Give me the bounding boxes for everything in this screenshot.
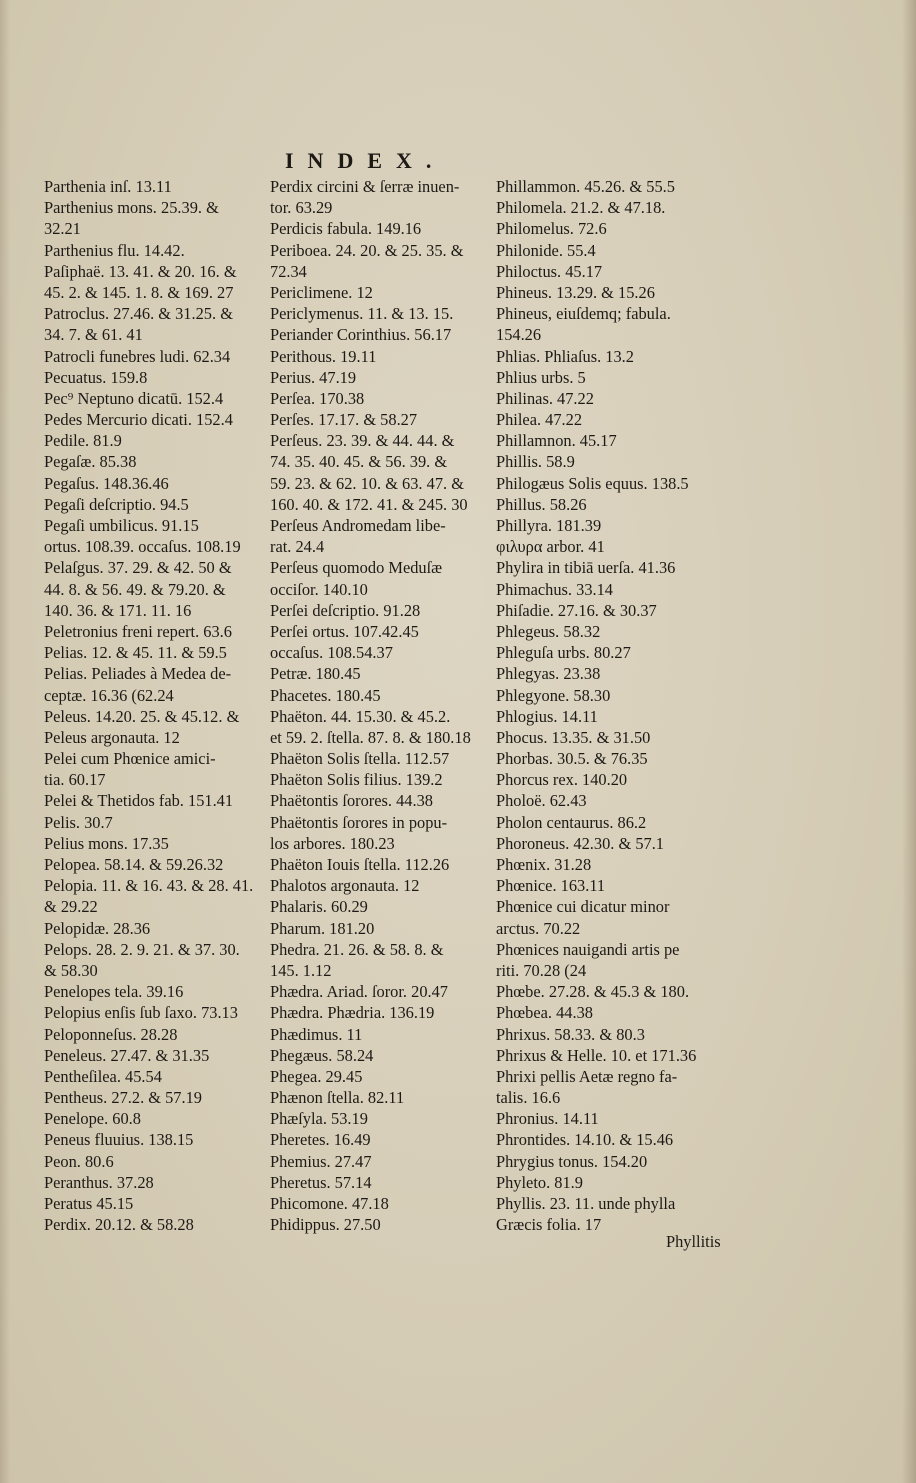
index-entry: Phæſyla. 53.19 bbox=[270, 1109, 368, 1129]
page-header: INDEX. bbox=[285, 148, 446, 173]
index-entry: Phaëtontis ſorores in popu- bbox=[270, 812, 448, 832]
index-entry: Phyllis. 23. 11. unde phylla bbox=[496, 1194, 676, 1213]
index-entry: Pharum. 181.20 bbox=[270, 918, 375, 938]
page-edge-shadow-left bbox=[0, 0, 10, 1483]
index-entry: & 58.30 bbox=[44, 960, 98, 980]
index-entry: Perſea. 170.38 bbox=[270, 388, 365, 408]
index-entry: Pec⁹ Neptuno dicatū. 152.4 bbox=[44, 388, 224, 408]
index-entry: Phacetes. 180.45 bbox=[270, 685, 381, 705]
index-entry: Phlegeus. 58.32 bbox=[496, 621, 601, 641]
index-entry: Penelope. 60.8 bbox=[44, 1109, 141, 1129]
index-entry: Pelopius enſis ſub ſaxo. 73.13 bbox=[44, 1003, 238, 1023]
index-column-1 bbox=[44, 176, 262, 1235]
index-entry: ortus. 108.39. occaſus. 108.19 bbox=[44, 537, 241, 557]
index-entry: Phænon ſtella. 82.11 bbox=[270, 1088, 405, 1108]
index-entry: Phyleto. 81.9 bbox=[496, 1172, 583, 1192]
index-entry: Phaëtontis ſorores. 44.38 bbox=[270, 791, 433, 811]
index-entry: Petræ. 180.45 bbox=[270, 664, 361, 684]
index-entry: Peneus fluuius. 138.15 bbox=[44, 1130, 194, 1150]
index-entry: Perius. 47.19 bbox=[270, 367, 357, 387]
index-entry: Phineus, eiuſdemq; fabula. bbox=[496, 304, 671, 324]
index-entry: Phronius. 14.11 bbox=[496, 1109, 599, 1129]
index-entry: Paſiphaë. 13. 41. & 20. 16. & bbox=[44, 261, 237, 281]
index-entry: occaſus. 108.54.37 bbox=[270, 643, 393, 663]
index-entry: ceptæ. 16.36 (62.24 bbox=[44, 685, 174, 705]
index-entry: Pentheſilea. 45.54 bbox=[44, 1066, 162, 1086]
index-entry: Phrontides. 14.10. & 15.46 bbox=[496, 1130, 674, 1150]
index-entry: Phillyra. 181.39 bbox=[496, 516, 602, 535]
index-entry: Peleus. 14.20. 25. & 45.12. & bbox=[44, 706, 240, 726]
index-entry: Phaëton. 44. 15.30. & 45.2. bbox=[270, 706, 451, 726]
index-entry: Phleguſa urbs. 80.27 bbox=[496, 643, 631, 663]
index-entry: et 59. 2. ſtella. 87. 8. & 180.18 bbox=[270, 727, 471, 747]
index-entry: rat. 24.4 bbox=[270, 537, 325, 557]
index-entry: arctus. 70.22 bbox=[496, 918, 581, 938]
index-entry: tia. 60.17 bbox=[44, 770, 106, 790]
index-entry: Pelopia. 11. & 16. 43. & 28. 41. bbox=[44, 876, 254, 896]
index-entry: Pholon centaurus. 86.2 bbox=[496, 812, 647, 832]
index-entry: talis. 16.6 bbox=[496, 1088, 561, 1108]
index-entry: Peon. 80.6 bbox=[44, 1151, 114, 1171]
index-entry: Phædra. Ariad. ſoror. 20.47 bbox=[270, 982, 449, 1002]
index-entry: los arbores. 180.23 bbox=[270, 833, 395, 853]
index-entry: Græcis folia. 17 bbox=[496, 1215, 602, 1235]
index-entry: Phœbea. 44.38 bbox=[496, 1003, 593, 1023]
index-column-3 bbox=[496, 176, 734, 1235]
index-entry: Phidippus. 27.50 bbox=[270, 1215, 381, 1235]
index-entry: Phoroneus. 42.30. & 57.1 bbox=[496, 833, 665, 853]
index-entry: Philoctus. 45.17 bbox=[496, 261, 603, 281]
index-entry: Periclymenus. 11. & 13. 15. bbox=[270, 304, 454, 324]
index-entry: riti. 70.28 (24 bbox=[496, 960, 587, 980]
index-entry: Phimachus. 33.14 bbox=[496, 579, 614, 599]
index-entry: 140. 36. & 171. 11. 16 bbox=[44, 600, 192, 620]
index-entry: Pegaſus. 148.36.46 bbox=[44, 473, 169, 493]
index-entry: Phineus. 13.29. & 15.26 bbox=[496, 282, 655, 302]
index-entry: φιλυρα arbor. 41 bbox=[496, 537, 605, 557]
index-entry: Phiſadie. 27.16. & 30.37 bbox=[496, 600, 657, 620]
index-entry: Pheretus. 57.14 bbox=[270, 1172, 372, 1192]
index-entry: Phlegyas. 23.38 bbox=[496, 664, 601, 684]
index-entry: Peloponneſus. 28.28 bbox=[44, 1024, 178, 1044]
index-entry: Pedile. 81.9 bbox=[44, 431, 122, 451]
index-entry: Pelopidæ. 28.36 bbox=[44, 918, 151, 938]
index-entry: Phlias. Phliaſus. 13.2 bbox=[496, 346, 634, 366]
index-entry: Phaëton Solis filius. 139.2 bbox=[270, 770, 443, 790]
index-entry: Philomelus. 72.6 bbox=[496, 219, 607, 239]
index-entry: Phaëton Iouis ſtella. 112.26 bbox=[270, 855, 450, 874]
index-entry: Pegaſi umbilicus. 91.15 bbox=[44, 516, 199, 535]
index-entry: Periboea. 24. 20. & 25. 35. & bbox=[270, 240, 464, 260]
index-entry: Parthenia inſ. 13.11 bbox=[44, 177, 172, 196]
index-entry: Phlegyone. 58.30 bbox=[496, 685, 611, 705]
index-entry: Perſes. 17.17. & 58.27 bbox=[270, 410, 418, 430]
index-entry: 145. 1.12 bbox=[270, 960, 332, 980]
index-entry: Perdix circini & ſerræ inuen- bbox=[270, 177, 460, 196]
index-entry: Phegea. 29.45 bbox=[270, 1066, 363, 1086]
index-entry: Periclimene. 12 bbox=[270, 282, 373, 302]
index-entry: Phrygius tonus. 154.20 bbox=[496, 1151, 648, 1171]
index-entry: Phrixus & Helle. 10. et 171.36 bbox=[496, 1045, 697, 1065]
index-entry: Perithous. 19.11 bbox=[270, 346, 377, 366]
index-entry: occiſor. 140.10 bbox=[270, 579, 368, 599]
index-entry: Phœnices nauigandi artis pe bbox=[496, 939, 680, 959]
index-entry: Perſeus Andromedam libe- bbox=[270, 516, 446, 535]
index-entry: Philinas. 47.22 bbox=[496, 388, 594, 408]
index-entry: Phicomone. 47.18 bbox=[270, 1194, 389, 1213]
index-entry: Parthenius mons. 25.39. & bbox=[44, 198, 219, 218]
index-entry: Pelius mons. 17.35 bbox=[44, 833, 169, 853]
index-entry: Perdicis fabula. 149.16 bbox=[270, 219, 422, 239]
index-entry: Penelopes tela. 39.16 bbox=[44, 982, 184, 1002]
index-entry: Pelis. 30.7 bbox=[44, 812, 113, 832]
index-entry: Phœbe. 27.28. & 45.3 & 180. bbox=[496, 982, 690, 1002]
index-entry: 160. 40. & 172. 41. & 245. 30 bbox=[270, 494, 468, 514]
index-entry: Perdix. 20.12. & 58.28 bbox=[44, 1215, 194, 1235]
index-entry: Phorbas. 30.5. & 76.35 bbox=[496, 749, 648, 769]
index-entry: Pegaſæ. 85.38 bbox=[44, 452, 137, 472]
index-entry: Parthenius flu. 14.42. bbox=[44, 240, 185, 260]
index-entry: Peletronius freni repert. 63.6 bbox=[44, 621, 232, 641]
index-entry: Phalotos argonauta. 12 bbox=[270, 876, 420, 896]
index-entry: Pelopea. 58.14. & 59.26.32 bbox=[44, 855, 224, 874]
index-entry: Perſei deſcriptio. 91.28 bbox=[270, 600, 421, 620]
index-entry: Perſei ortus. 107.42.45 bbox=[270, 621, 419, 641]
index-entry: Phillamnon. 45.17 bbox=[496, 431, 617, 451]
index-entry: Phocus. 13.35. & 31.50 bbox=[496, 727, 651, 747]
index-entry: Pelias. 12. & 45. 11. & 59.5 bbox=[44, 643, 227, 663]
index-entry: Pelaſgus. 37. 29. & 42. 50 & bbox=[44, 558, 232, 578]
index-entry: Phylira in tibiā uerſa. 41.36 bbox=[496, 558, 676, 578]
index-entry: 34. 7. & 61. 41 bbox=[44, 325, 143, 345]
index-entry: Pholoë. 62.43 bbox=[496, 791, 587, 811]
index-entry: Philea. 47.22 bbox=[496, 410, 583, 430]
index-entry: Phemius. 27.47 bbox=[270, 1151, 372, 1171]
index-entry: 59. 23. & 62. 10. & 63. 47. & bbox=[270, 473, 464, 493]
index-entry: Phorcus rex. 140.20 bbox=[496, 770, 628, 790]
index-entry: Pelops. 28. 2. 9. 21. & 37. 30. bbox=[44, 939, 240, 959]
index-entry: Pentheus. 27.2. & 57.19 bbox=[44, 1088, 202, 1108]
index-entry: Pegaſi deſcriptio. 94.5 bbox=[44, 494, 189, 514]
index-entry: Phedra. 21. 26. & 58. 8. & bbox=[270, 939, 444, 959]
index-entry: 154.26 bbox=[496, 325, 542, 345]
index-entry: Phædra. Phædria. 136.19 bbox=[270, 1003, 435, 1023]
index-entry: Phœnice. 163.11 bbox=[496, 876, 606, 896]
index-entry: 45. 2. & 145. 1. 8. & 169. 27 bbox=[44, 282, 234, 302]
index-entry: Pecuatus. 159.8 bbox=[44, 367, 148, 387]
index-entry: 44. 8. & 56. 49. & 79.20. & bbox=[44, 579, 226, 599]
index-entry: Perſeus. 23. 39. & 44. 44. & bbox=[270, 431, 455, 451]
index-entry: tor. 63.29 bbox=[270, 198, 333, 218]
index-entry: Philonide. 55.4 bbox=[496, 240, 596, 260]
index-entry: Pelei & Thetidos fab. 151.41 bbox=[44, 791, 234, 811]
index-entry: Phaëton Solis ſtella. 112.57 bbox=[270, 749, 450, 769]
index-entry: Peleus argonauta. 12 bbox=[44, 727, 180, 747]
index-entry: Pedes Mercurio dicati. 152.4 bbox=[44, 410, 233, 430]
index-entry: Phegæus. 58.24 bbox=[270, 1045, 374, 1065]
index-entry: Peranthus. 37.28 bbox=[44, 1172, 154, 1192]
index-entry: Phalaris. 60.29 bbox=[270, 897, 368, 917]
index-entry: Periander Corinthius. 56.17 bbox=[270, 325, 452, 345]
index-entry: Peratus 45.15 bbox=[44, 1194, 134, 1213]
index-entry: Patroclus. 27.46. & 31.25. & bbox=[44, 304, 233, 324]
index-entry: 32.21 bbox=[44, 219, 81, 239]
index-entry: Phædimus. 11 bbox=[270, 1024, 363, 1044]
index-entry: 74. 35. 40. 45. & 56. 39. & bbox=[270, 452, 448, 472]
index-entry: Phœnice cui dicatur minor bbox=[496, 897, 670, 917]
index-entry: & 29.22 bbox=[44, 897, 98, 917]
index-entry: Patrocli funebres ludi. 62.34 bbox=[44, 346, 231, 366]
index-entry: Phœnix. 31.28 bbox=[496, 855, 592, 874]
index-entry: Phillus. 58.26 bbox=[496, 494, 587, 514]
index-entry: Pheretes. 16.49 bbox=[270, 1130, 371, 1150]
page-edge-shadow-right bbox=[902, 0, 916, 1483]
catchword: Phyllitis bbox=[666, 1232, 721, 1251]
index-entry: Phillis. 58.9 bbox=[496, 452, 575, 472]
index-entry: Perſeus quomodo Meduſæ bbox=[270, 558, 443, 578]
index-entry: Phrixus. 58.33. & 80.3 bbox=[496, 1024, 645, 1044]
index-entry: Philomela. 21.2. & 47.18. bbox=[496, 198, 666, 218]
index-entry: Pelias. Peliades à Medea de- bbox=[44, 664, 232, 684]
index-entry: Peneleus. 27.47. & 31.35 bbox=[44, 1045, 210, 1065]
index-entry: Phrixi pellis Aetæ regno fa- bbox=[496, 1066, 678, 1086]
index-entry: Philogæus Solis equus. 138.5 bbox=[496, 473, 689, 493]
index-entry: Phillammon. 45.26. & 55.5 bbox=[496, 177, 675, 196]
index-column-2 bbox=[270, 176, 488, 1235]
index-entry: 72.34 bbox=[270, 261, 307, 281]
index-entry: Pelei cum Phœnice amici- bbox=[44, 749, 216, 769]
index-entry: Phlius urbs. 5 bbox=[496, 367, 586, 387]
index-entry: Phlogius. 14.11 bbox=[496, 706, 598, 726]
